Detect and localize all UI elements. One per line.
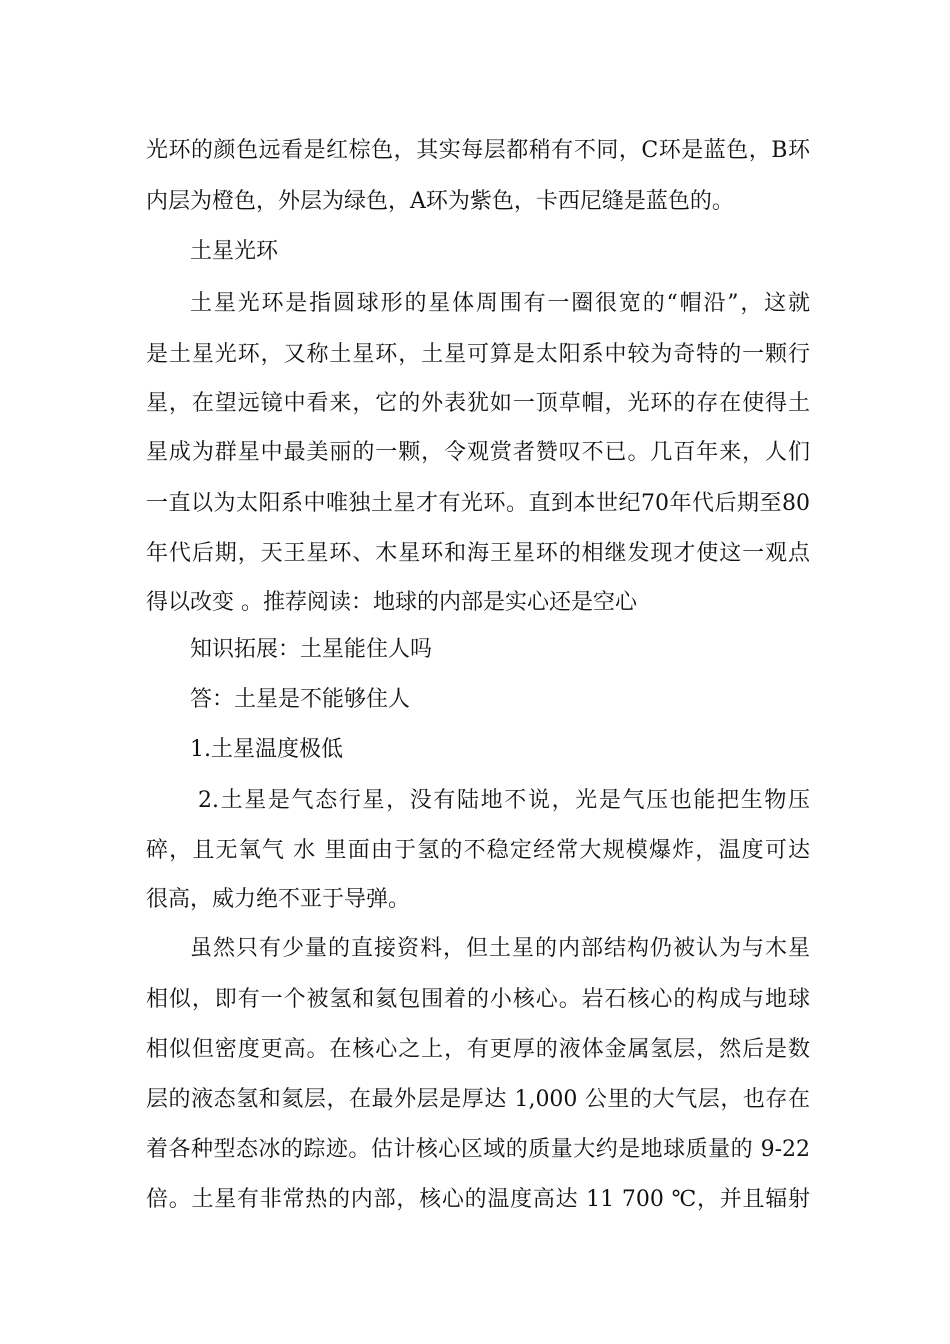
- text-line: 相似，即有一个被氢和氦包围着的小核心。岩石核心的构成与地球: [146, 987, 810, 1012]
- text-line: 倍。土星有非常热的内部，核心的温度高达 11 700 ℃，并且辐射: [146, 1187, 810, 1212]
- section-heading: 土星光环: [190, 239, 279, 264]
- text-line: 很高，威力绝不亚于导弹。: [146, 887, 411, 912]
- text-line: 得以改变 。推荐阅读：地球的内部是实心还是空心: [146, 590, 637, 615]
- list-item: 2.土星是气态行星，没有陆地不说，光是气压也能把生物压: [198, 788, 810, 813]
- text-line: 虽然只有少量的直接资料，但土星的内部结构仍被认为与木星: [190, 936, 810, 961]
- text-line: 年代后期，天王星环、木星环和海王星环的相继发现才使这一观点: [146, 541, 810, 566]
- text-line: 内层为橙色，外层为绿色，A环为紫色，卡西尼缝是蓝色的。: [146, 189, 734, 214]
- text-line: 土星光环是指圆球形的星体周围有一圈很宽的“帽沿”，这就: [190, 291, 810, 316]
- section-heading: 知识拓展：土星能住人吗: [190, 637, 433, 662]
- list-item: 1.土星温度极低: [190, 737, 343, 762]
- text-line: 一直以为太阳系中唯独土星才有光环。直到本世纪70年代后期至80: [146, 491, 810, 516]
- text-line: 光环的颜色远看是红棕色，其实每层都稍有不同，C环是蓝色，B环: [146, 138, 810, 163]
- text-line: 着各种型态冰的踪迹。估计核心区域的质量大约是地球质量的 9-22: [146, 1137, 810, 1162]
- text-line: 相似但密度更高。在核心之上，有更厚的液体金属氢层，然后是数: [146, 1037, 810, 1062]
- text-line: 星，在望远镜中看来，它的外表犹如一顶草帽，光环的存在使得土: [146, 391, 810, 416]
- text-line: 层的液态氢和氦层，在最外层是厚达 1,000 公里的大气层，也存在: [146, 1087, 810, 1112]
- answer-line: 答：土星是不能够住人: [190, 687, 411, 712]
- text-line: 星成为群星中最美丽的一颗，令观赏者赞叹不已。几百年来，人们: [146, 440, 810, 465]
- text-line: 是土星光环，又称土星环，土星可算是太阳系中较为奇特的一颗行: [146, 342, 810, 367]
- text-line: 碎，且无氧气 水 里面由于氢的不稳定经常大规模爆炸，温度可达: [146, 838, 810, 863]
